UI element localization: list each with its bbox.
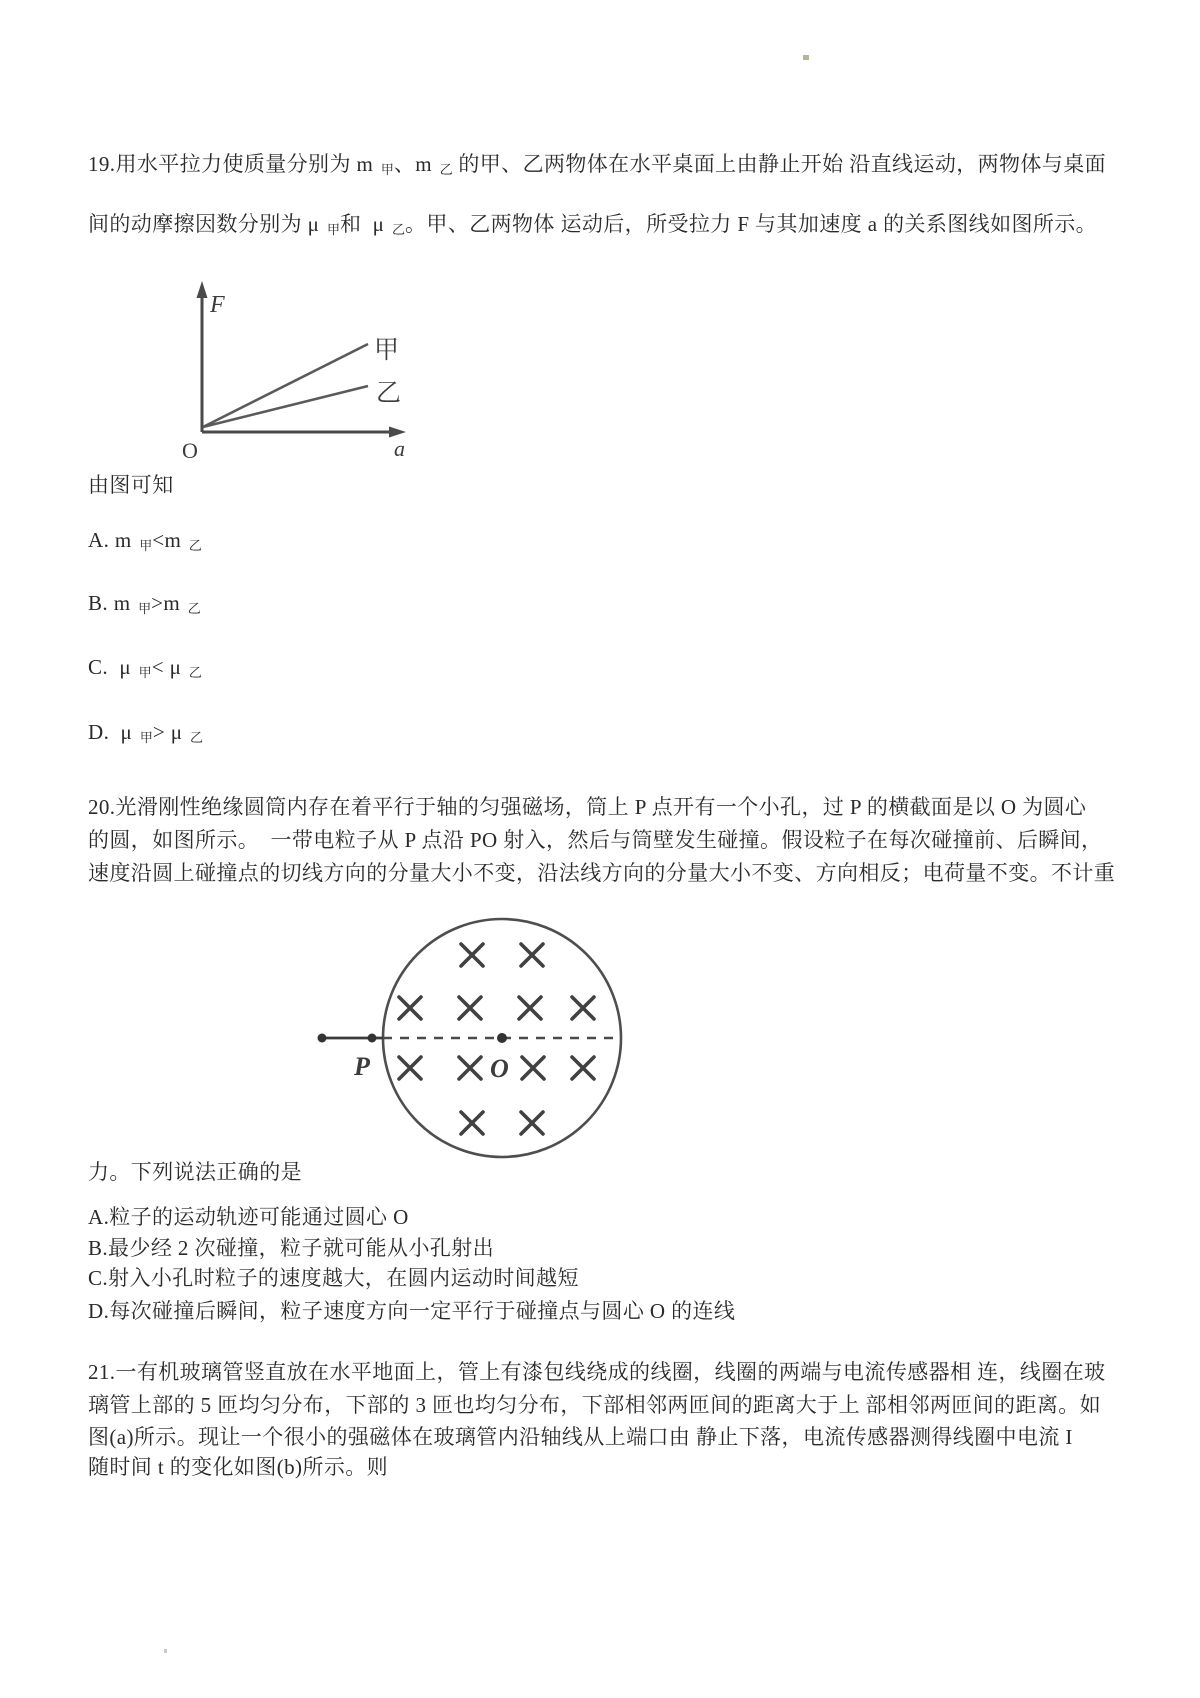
- text-segment: 的甲、乙两物体在水平桌面上由静止开始 沿直线运动，两物体与桌面: [452, 152, 1107, 176]
- text-segment: 乙: [439, 162, 453, 177]
- text-segment: 甲: [138, 601, 152, 616]
- question-21-line-1: 21.一有机玻璃管竖直放在水平地面上，管上有漆包线绕成的线圈，线圈的两端与电流传感器相 连，线圈在玻: [88, 1360, 1106, 1384]
- center-point-label: O: [490, 1054, 509, 1083]
- text-segment: 乙: [392, 222, 406, 237]
- text-segment: C. μ: [88, 655, 137, 679]
- question-19-option-c: [88, 653, 202, 687]
- entry-point-dot: [368, 1034, 377, 1043]
- text-segment: 甲: [326, 222, 340, 237]
- question-20-option-b: B.最少经 2 次碰撞，粒子就可能从小孔射出: [88, 1236, 495, 1260]
- text-segment: >m: [151, 591, 186, 615]
- text-segment: 甲: [139, 538, 153, 553]
- a-axis-label: a: [394, 436, 405, 461]
- f-axis-label: F: [210, 292, 225, 318]
- outer-point-dot: [318, 1034, 327, 1043]
- question-20-line-2: 的圆，如图所示。 一带电粒子从 P 点沿 PO 射入，然后与筒壁发生碰撞。假设粒子在每次碰撞前、后瞬间，: [88, 828, 1103, 852]
- scan-speck: [164, 1649, 167, 1653]
- text-segment: B. m: [88, 591, 137, 615]
- magnetic-field-circle-figure: [298, 903, 643, 1178]
- question-21-line-2: 璃管上部的 5 匝均匀分布，下部的 3 匝也均匀分布，下部相邻两匝间的距离大于上 部相邻两匝间的距离。如: [88, 1393, 1102, 1417]
- question-21-line-4: 随时间 t 的变化如图(b)所示。则: [88, 1455, 389, 1479]
- text-segment: 乙: [190, 730, 204, 745]
- text-segment: <m: [152, 528, 187, 552]
- text-segment: 甲: [138, 665, 152, 680]
- scan-speck: [803, 55, 809, 60]
- origin-label: O: [182, 438, 198, 462]
- text-segment: 甲: [380, 162, 394, 177]
- text-segment: D. μ: [88, 720, 138, 744]
- field-into-page-marks: [399, 944, 594, 1134]
- force-acceleration-graph: [148, 262, 438, 462]
- question-20-option-a: A.粒子的运动轨迹可能通过圆心 O: [88, 1205, 409, 1229]
- question-19-line-1: [88, 150, 1106, 184]
- text-segment: > μ: [152, 720, 189, 744]
- question-19-option-a: [88, 526, 202, 560]
- text-segment: A. m: [88, 528, 138, 552]
- question-19-prompt: 由图可知: [88, 473, 174, 497]
- question-20-option-d: D.每次碰撞后瞬间，粒子速度方向一定平行于碰撞点与圆心 O 的连线: [88, 1299, 736, 1323]
- question-20-option-c: C.射入小孔时粒子的速度越大，在圆内运动时间越短: [88, 1266, 579, 1290]
- text-segment: 乙: [188, 665, 202, 680]
- line-jia-label: 甲: [374, 337, 400, 364]
- line-yi: [203, 386, 368, 427]
- text-segment: 和 μ: [339, 212, 390, 236]
- text-segment: 、m: [393, 152, 438, 176]
- question-19-option-d: [88, 718, 203, 752]
- text-segment: 间的动摩擦因数分别为 μ: [88, 212, 325, 236]
- text-segment: 乙: [187, 601, 201, 616]
- f-axis-arrow-icon: [197, 281, 208, 298]
- text-segment: 甲: [139, 730, 153, 745]
- entry-point-label: P: [354, 1052, 370, 1081]
- text-segment: 乙: [188, 538, 202, 553]
- question-19-line-2: [88, 210, 1097, 244]
- line-yi-label: 乙: [376, 380, 402, 407]
- text-segment: 。甲、乙两物体 运动后，所受拉力 F 与其加速度 a 的关系图线如图所示。: [405, 212, 1098, 236]
- question-20-line-1: 20.光滑刚性绝缘圆筒内存在着平行于轴的匀强磁场，筒上 P 点开有一个小孔，过 P 的横截面是以 O 为圆心: [88, 795, 1087, 819]
- question-20-line-3: 速度沿圆上碰撞点的切线方向的分量大小不变，沿法线方向的分量大小不变、方向相反；电荷量不变。不计重: [88, 861, 1116, 885]
- text-segment: < μ: [151, 655, 187, 679]
- center-point-dot: [497, 1033, 507, 1043]
- question-19-option-b: [88, 589, 201, 623]
- text-segment: 19.用水平拉力使质量分别为 m: [88, 152, 379, 176]
- question-21-line-3: 图(a)所示。现让一个很小的强磁体在玻璃管内沿轴线从上端口由 静止下落，电流传感器测得线圈中电流 I: [88, 1425, 1073, 1449]
- question-20-continuation: 力。下列说法正确的是: [88, 1160, 302, 1184]
- line-jia: [203, 344, 368, 427]
